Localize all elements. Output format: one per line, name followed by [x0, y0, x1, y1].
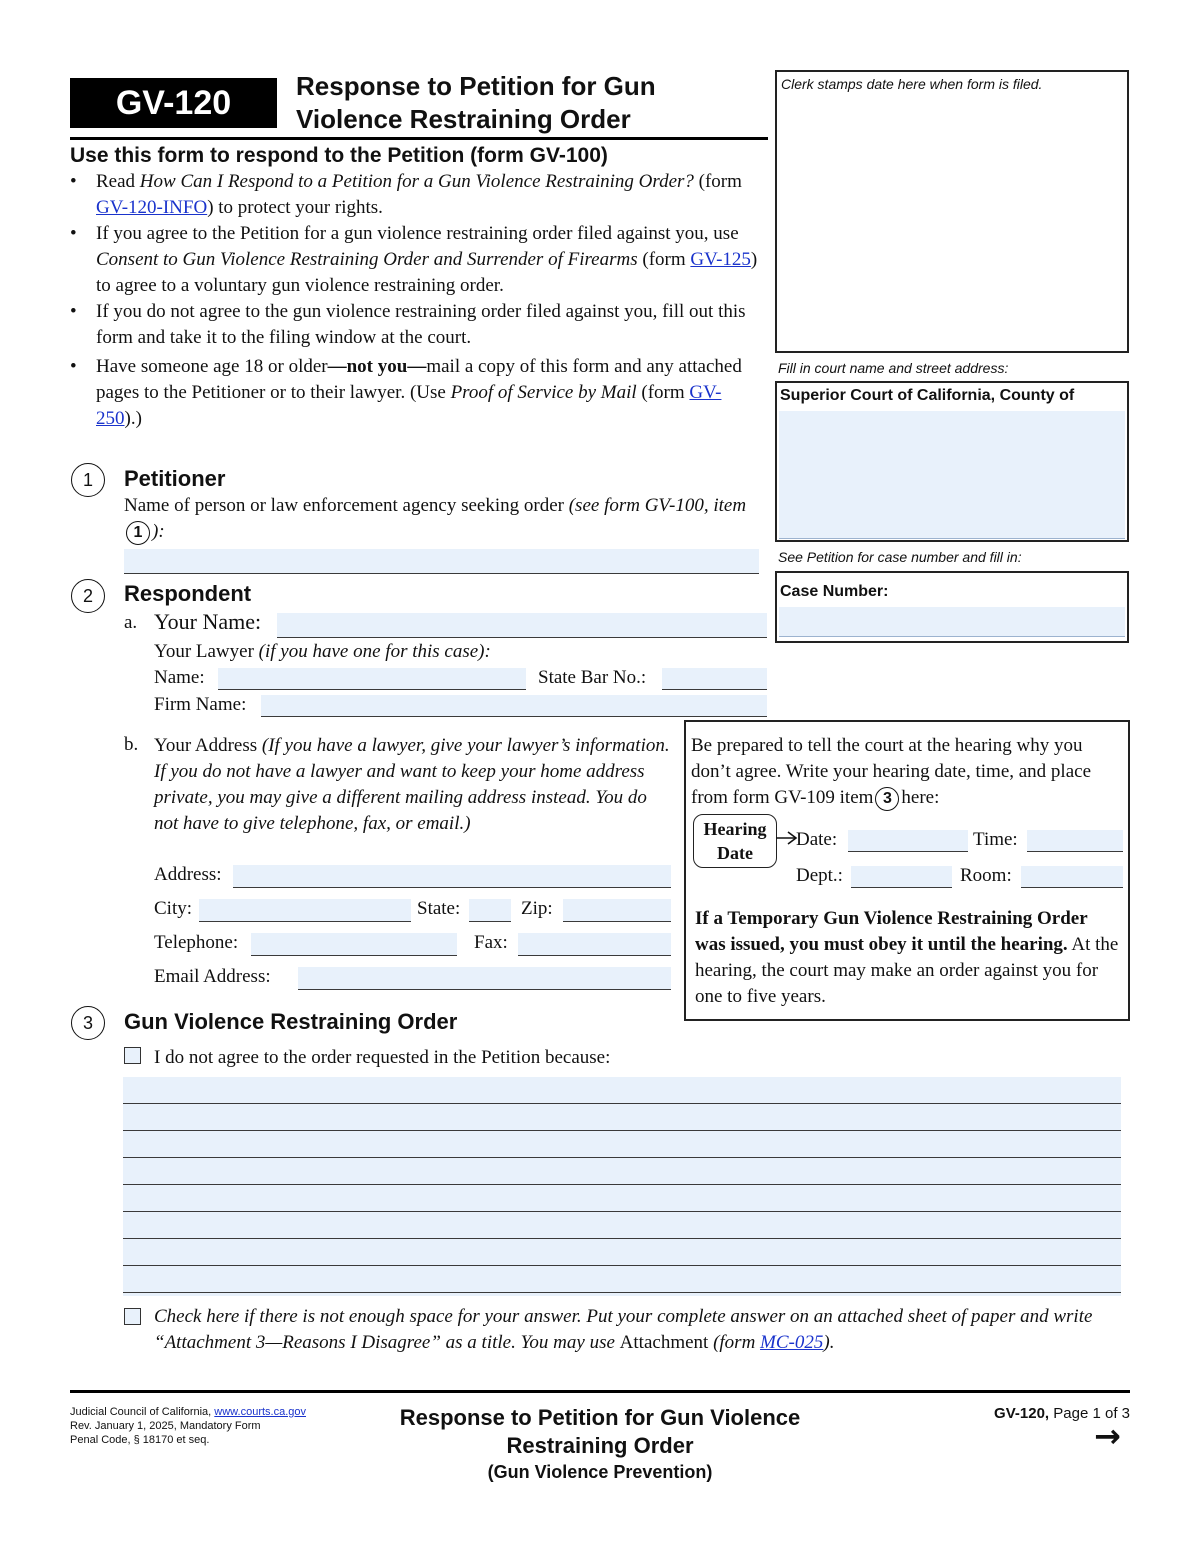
form-number-badge [70, 78, 277, 128]
badge-line-1: Hearing [703, 819, 767, 839]
zip-label: Zip: [521, 898, 553, 919]
state-bar-field[interactable] [662, 668, 767, 690]
section-2-number: 2 [71, 579, 105, 613]
city-label: City: [154, 898, 193, 919]
item-b-letter: b. [124, 734, 139, 755]
item-3-circle: 3 [875, 787, 899, 811]
warning-rest: At the hearing, the court may make an order against you for one to five years. [695, 934, 1119, 1007]
address-intro: Your Address [154, 735, 262, 756]
zip-field[interactable] [563, 899, 671, 922]
intro-bullet-2 [70, 221, 760, 299]
gv-125-link[interactable]: GV-125 [690, 249, 751, 270]
case-number-field[interactable] [779, 607, 1125, 637]
hearing-info-box [684, 720, 1130, 1021]
petitioner-desc-italic: (see form GV-100, item [568, 495, 747, 516]
b2-post: ) to agree to a voluntary gun violence restraining order. [96, 249, 758, 296]
hearing-room-field[interactable] [1021, 866, 1123, 888]
b4-bold: —not you— [327, 356, 427, 377]
need-more-space-checkbox[interactable] [124, 1308, 141, 1325]
extra-plain: Attachment [619, 1332, 709, 1353]
email-label: Email Address: [154, 966, 271, 987]
court-label: Superior Court of California, County of [780, 387, 1075, 404]
footer-page-label: Page 1 of 3 [1049, 1405, 1130, 1422]
address-label: Address: [154, 864, 222, 885]
footer-subtitle: (Gun Violence Prevention) [487, 1462, 713, 1482]
hearing-date-label: Date: [796, 829, 838, 850]
fax-label: Fax: [474, 932, 508, 953]
state-label: State: [417, 898, 461, 919]
hearing-date-badge [693, 814, 777, 868]
header-rule [70, 137, 768, 140]
your-name-label: Your Name: [154, 609, 262, 634]
state-bar-label: State Bar No.: [538, 667, 647, 688]
clerk-stamp-label: Clerk stamps date here when form is filed. [781, 76, 1043, 92]
disagree-checkbox[interactable] [124, 1047, 141, 1064]
b4-mid: mail a copy of this form and any attached pages to the Petitioner or to their lawyer. (Use [96, 356, 742, 403]
section-1-number: 1 [71, 463, 105, 497]
b2-pre: If you agree to the Petition for a gun violence restraining order filed against you, use [96, 223, 739, 244]
footer-title-2: Restraining Order [506, 1433, 694, 1458]
case-number-box [775, 571, 1129, 643]
courts-link[interactable]: www.courts.ca.gov [214, 1406, 306, 1418]
your-lawyer-italic: (if you have one for this case): [258, 641, 491, 662]
section-2-title: Respondent [124, 581, 252, 606]
hearing-intro-post: here: [901, 787, 940, 808]
court-instruction: Fill in court name and street address: [778, 360, 1009, 376]
hearing-date-field[interactable] [848, 830, 968, 852]
footer-title-1: Response to Petition for Gun Violence [399, 1405, 801, 1430]
item-a-letter: a. [124, 612, 138, 633]
extra-end: ). [823, 1332, 835, 1353]
petitioner-name-field[interactable] [124, 549, 759, 574]
b1-mid: (form [693, 171, 742, 192]
your-name-field[interactable] [277, 613, 767, 638]
fax-field[interactable] [518, 933, 671, 956]
hearing-intro-text: Be prepared to tell the court at the hearing why you don’t agree. Write your hearing date, time, and place from form GV-109 item [691, 735, 1092, 808]
section-1-title: Petitioner [124, 466, 226, 491]
item-1-circle: 1 [126, 521, 150, 545]
extra-form: (form [708, 1332, 761, 1353]
b4-pre: Have someone age 18 or older [96, 356, 328, 377]
b1-title: How Can I Respond to a Petition for a Gun Violence Restraining Order? [139, 171, 694, 192]
extra-pre: Check here if there is not enough space for your answer. Put your complete answer on an attached sheet of paper and write “Attachment 3—Reasons I Disagree” as a title. You may use [154, 1306, 1093, 1353]
telephone-label: Telephone: [154, 932, 239, 953]
intro-bullet-1 [70, 169, 760, 221]
b1-post: ) to protect your rights. [207, 197, 383, 218]
intro-heading: Use this form to respond to the Petition (form GV-100) [70, 144, 608, 167]
hearing-intro [691, 733, 1121, 811]
council-line [70, 1405, 306, 1419]
footer-left [70, 1405, 306, 1447]
court-name-box [775, 381, 1129, 542]
mc-025-link[interactable]: MC-025 [760, 1332, 824, 1353]
b4-title: Proof of Service by Mail [450, 382, 637, 403]
next-page-arrow-icon[interactable]: → [1094, 1417, 1121, 1455]
email-field[interactable] [298, 967, 671, 990]
badge-line-2: Date [717, 843, 753, 863]
footer-rule [70, 1390, 1130, 1393]
firm-name-field[interactable] [261, 695, 767, 717]
gv-120-info-link[interactable]: GV-120-INFO [96, 197, 208, 218]
case-label: Case Number: [780, 583, 889, 600]
hearing-time-label: Time: [973, 829, 1018, 850]
form-title [296, 70, 656, 136]
intro-bullets [70, 169, 760, 432]
title-line-2: Violence Restraining Order [296, 104, 631, 134]
telephone-field[interactable] [251, 933, 457, 956]
petitioner-desc-pre: Name of person or law enforcement agency seeking order [124, 495, 569, 516]
gv-250-link[interactable]: GV-250 [96, 382, 722, 429]
reasons-textarea[interactable] [123, 1077, 1121, 1296]
lawyer-name-label: Name: [154, 667, 205, 688]
hearing-dept-field[interactable] [851, 866, 952, 888]
section-3-title: Gun Violence Restraining Order [124, 1009, 458, 1034]
council-text: Judicial Council of California, [70, 1406, 215, 1418]
state-field[interactable] [469, 899, 511, 922]
court-name-field[interactable] [779, 411, 1125, 539]
lawyer-name-field[interactable] [218, 668, 526, 690]
petitioner-description [124, 493, 754, 545]
penal-code-line: Penal Code, § 18170 et seq. [70, 1434, 210, 1446]
warning-bold: If a Temporary Gun Violence Restraining Order was issued, you must obey it until the hearing. [695, 908, 1088, 955]
address-italic: (If you have a lawyer, give your lawyer’s information. If you do not have a lawyer and want to keep your home address private, you may give a different mailing address instead. You do not have to give telephone, fax, or email.) [154, 735, 670, 834]
footer-center [350, 1404, 850, 1484]
revision-line: Rev. January 1, 2025, Mandatory Form [70, 1420, 261, 1432]
b2-mid: (form [637, 249, 691, 270]
case-instruction: See Petition for case number and fill in: [778, 549, 1022, 565]
hearing-room-label: Room: [960, 865, 1012, 886]
disagree-label: I do not agree to the order requested in the Petition because: [154, 1047, 611, 1068]
title-line-1: Response to Petition for Gun [296, 71, 656, 101]
address-field[interactable] [233, 865, 671, 888]
need-more-space-label [154, 1304, 1114, 1356]
arrow-right-icon [776, 830, 798, 846]
b4-post: ).) [124, 408, 142, 429]
address-instructions [154, 733, 674, 837]
your-lawyer-label [154, 639, 491, 665]
intro-bullet-3: • If you do not agree to the gun violence restraining order filed against you, fill out this form and take it to the filing window at the court. [70, 299, 760, 351]
hearing-time-field[interactable] [1027, 830, 1123, 852]
petitioner-desc-end: ): [152, 521, 165, 542]
intro-bullet-4 [70, 354, 760, 432]
form-number: GV-120 [115, 83, 232, 122]
your-lawyer-text: Your Lawyer [154, 641, 259, 662]
footer-form-number: GV-120, [994, 1405, 1050, 1422]
hearing-dept-label: Dept.: [796, 865, 843, 886]
clerk-stamp-box [775, 70, 1129, 353]
b1-pre: Read [96, 171, 140, 192]
city-field[interactable] [199, 899, 411, 922]
b4-mid2: (form [636, 382, 690, 403]
b2-title: Consent to Gun Violence Restraining Order and Surrender of Firearms [96, 249, 638, 270]
temporary-order-warning [695, 906, 1120, 1010]
firm-name-label: Firm Name: [154, 694, 247, 715]
section-3-number: 3 [71, 1006, 105, 1040]
